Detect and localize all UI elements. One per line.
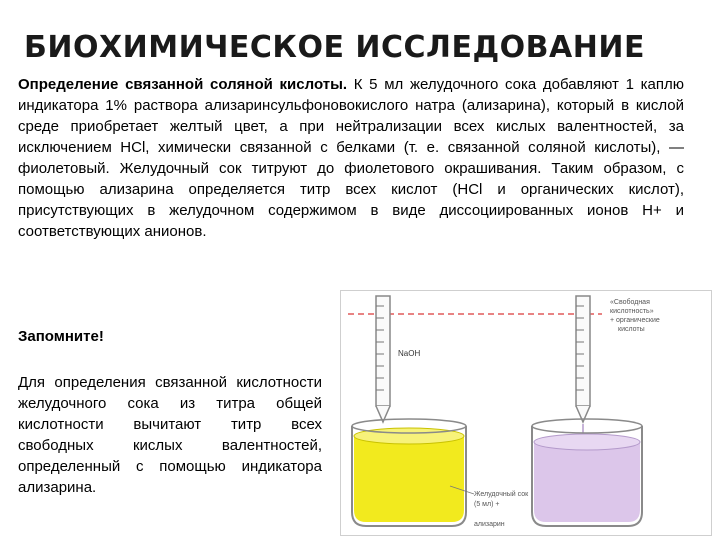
beaker-yellow xyxy=(352,419,466,526)
legend-line-3: + органические xyxy=(610,317,660,324)
page-title: БИОХИМИЧЕСКОЕ ИССЛЕДОВАНИЕ xyxy=(24,30,645,65)
paragraph-text: К 5 мл желудочного сока добавляют 1 каплю индикатора 1% раствора ализаринсульфоновокислого натра (ализарина), который в кислой среде приобретает желтый цвет, а при нейтрализации всех кислых валентностей, за исключением HCl, химически связанной с белками (т. е. связанной соляной кислоты), — фиолетовый. Желудочный сок титруют до фиолетового окрашивания. Таким образом, с помощью ализарина определяется титр всех кислот (HCl и органических кислот), присутствующих в желудочном содержимом в виде диссоциированных ионов H+ и соответствующих анионов. xyxy=(18,76,684,240)
naoh-label: NaOH xyxy=(398,349,421,358)
sample-line-3: ализарин xyxy=(474,521,505,528)
burette-left xyxy=(376,296,390,422)
titration-illustration xyxy=(340,290,712,536)
paragraph-heading: Определение связанной соляной кислоты. xyxy=(18,76,348,93)
legend-line-2: кислотность» xyxy=(610,308,654,315)
sample-line-1: Желудочный сок xyxy=(474,491,529,498)
legend-line-4: кислоты xyxy=(618,326,645,333)
remember-heading: Запомните! xyxy=(18,328,104,345)
sample-line-2: (5 мл) + xyxy=(474,501,500,508)
legend-line-1: «Свободная xyxy=(610,299,650,306)
remember-text: Для определения связанной кислотности желудочного сока из титра общей кислотности вычитают титр всех свободных кислых валентностей, определенный с помощью индикатора ализарина. xyxy=(18,374,322,496)
main-paragraph xyxy=(18,74,684,242)
